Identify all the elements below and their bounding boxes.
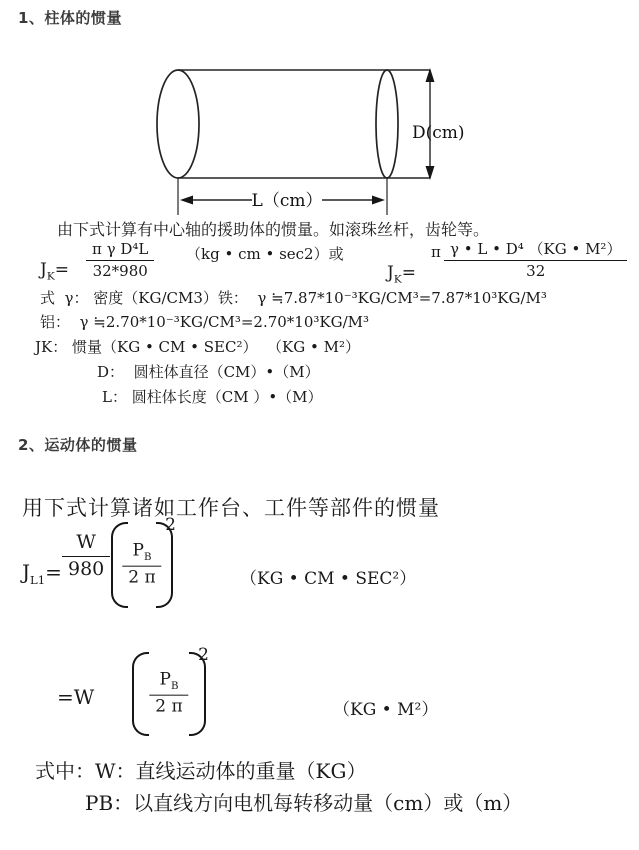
section2-intro: 用下式计算诸如工作台、工件等部件的惯量 [22,496,440,520]
jl1-subscript: L1 [30,573,46,587]
cylinder-diagram [140,55,510,230]
pi-symbol: π [431,243,441,261]
pb-subscript: B [170,681,179,693]
section2-heading: 2、运动体的惯量 [18,436,138,454]
note-pb: PB：以直线方向电机每转移动量（cm）或（m） [85,791,523,815]
jk-symbol-left [40,260,69,282]
length-arrowhead-left [180,196,193,205]
exponent-2: 2 [165,515,176,535]
cylinder-left-ellipse [157,70,199,178]
diameter-label: D(cm) [412,123,465,143]
pb-base: P [132,540,144,561]
length-arrowhead-right [372,196,385,205]
left-parenthesis [132,652,149,736]
pb-base: P [159,669,171,690]
formula1-units: （KG • CM • SEC²） [240,569,417,589]
jk-left-numerator: π γ D⁴L [86,241,154,261]
section1-heading: 1、柱体的惯量 [18,9,122,27]
note-w: 式中：W：直线运动体的重量（KG） [35,759,367,783]
def-aluminum: 铝： γ ≒2.70*10⁻³KG/CM³=2.70*10³KG/M³ [40,313,370,331]
def-length: L： 圆柱体长度（CM ）•（M） [102,388,323,406]
2pi-denominator: 2 π [128,567,156,588]
jk-left-fraction [86,241,154,281]
def-diameter: D： 圆柱体直径（CM）•（M） [97,363,320,381]
w-numerator: W [62,532,110,557]
equals-w: =W [57,685,95,709]
jl1-equals: = [45,560,62,584]
w-denominator: 980 [68,557,105,580]
jk-left-units: （kg • cm • sec2）或 [186,245,344,263]
pb-numerator [149,671,188,696]
jk-right-equals: = [401,263,416,283]
pb-over-2pi-fraction [122,542,161,589]
jl1-symbol [22,560,62,587]
jk-left-base: J [40,260,47,280]
w-over-980-fraction [62,532,110,581]
jk-left-equals: = [54,260,69,280]
exponent-2: 2 [198,645,209,665]
jk-right-denominator: 32 [526,262,546,281]
section1-intro: 由下式计算有中心轴的援助体的惯量。如滚珠丝杆，齿轮等。 [57,220,490,239]
jk-symbol-right [387,263,416,285]
jk-left-denominator: 32*980 [92,262,148,281]
cylinder-right-ellipse [376,70,398,178]
pb-over-2pi-fraction [149,671,188,718]
pb-numerator [122,542,161,567]
jl1-base: J [22,560,31,584]
squared-term-group-1 [111,515,176,608]
jk-right-subscript: K [393,273,402,286]
jk-right-fraction [444,241,627,281]
formula2-units: （KG • M²） [333,700,439,720]
jk-right-numerator: γ • L • D⁴ （KG • M²） [444,241,627,261]
2pi-denominator: 2 π [155,696,183,717]
def-density: 式 γ： 密度（KG/CM3）铁： γ ≒7.87*10⁻³KG/CM³=7.87*10³KG/M³ [40,289,547,307]
length-label: L（cm） [251,191,323,211]
squared-term-group-2 [132,645,209,736]
jk-right-base: J [387,263,394,283]
def-jk: JK： 惯量（KG • CM • SEC²） （KG • M²） [35,338,360,356]
jk-left-subscript: K [46,270,55,283]
pb-subscript: B [143,552,152,564]
